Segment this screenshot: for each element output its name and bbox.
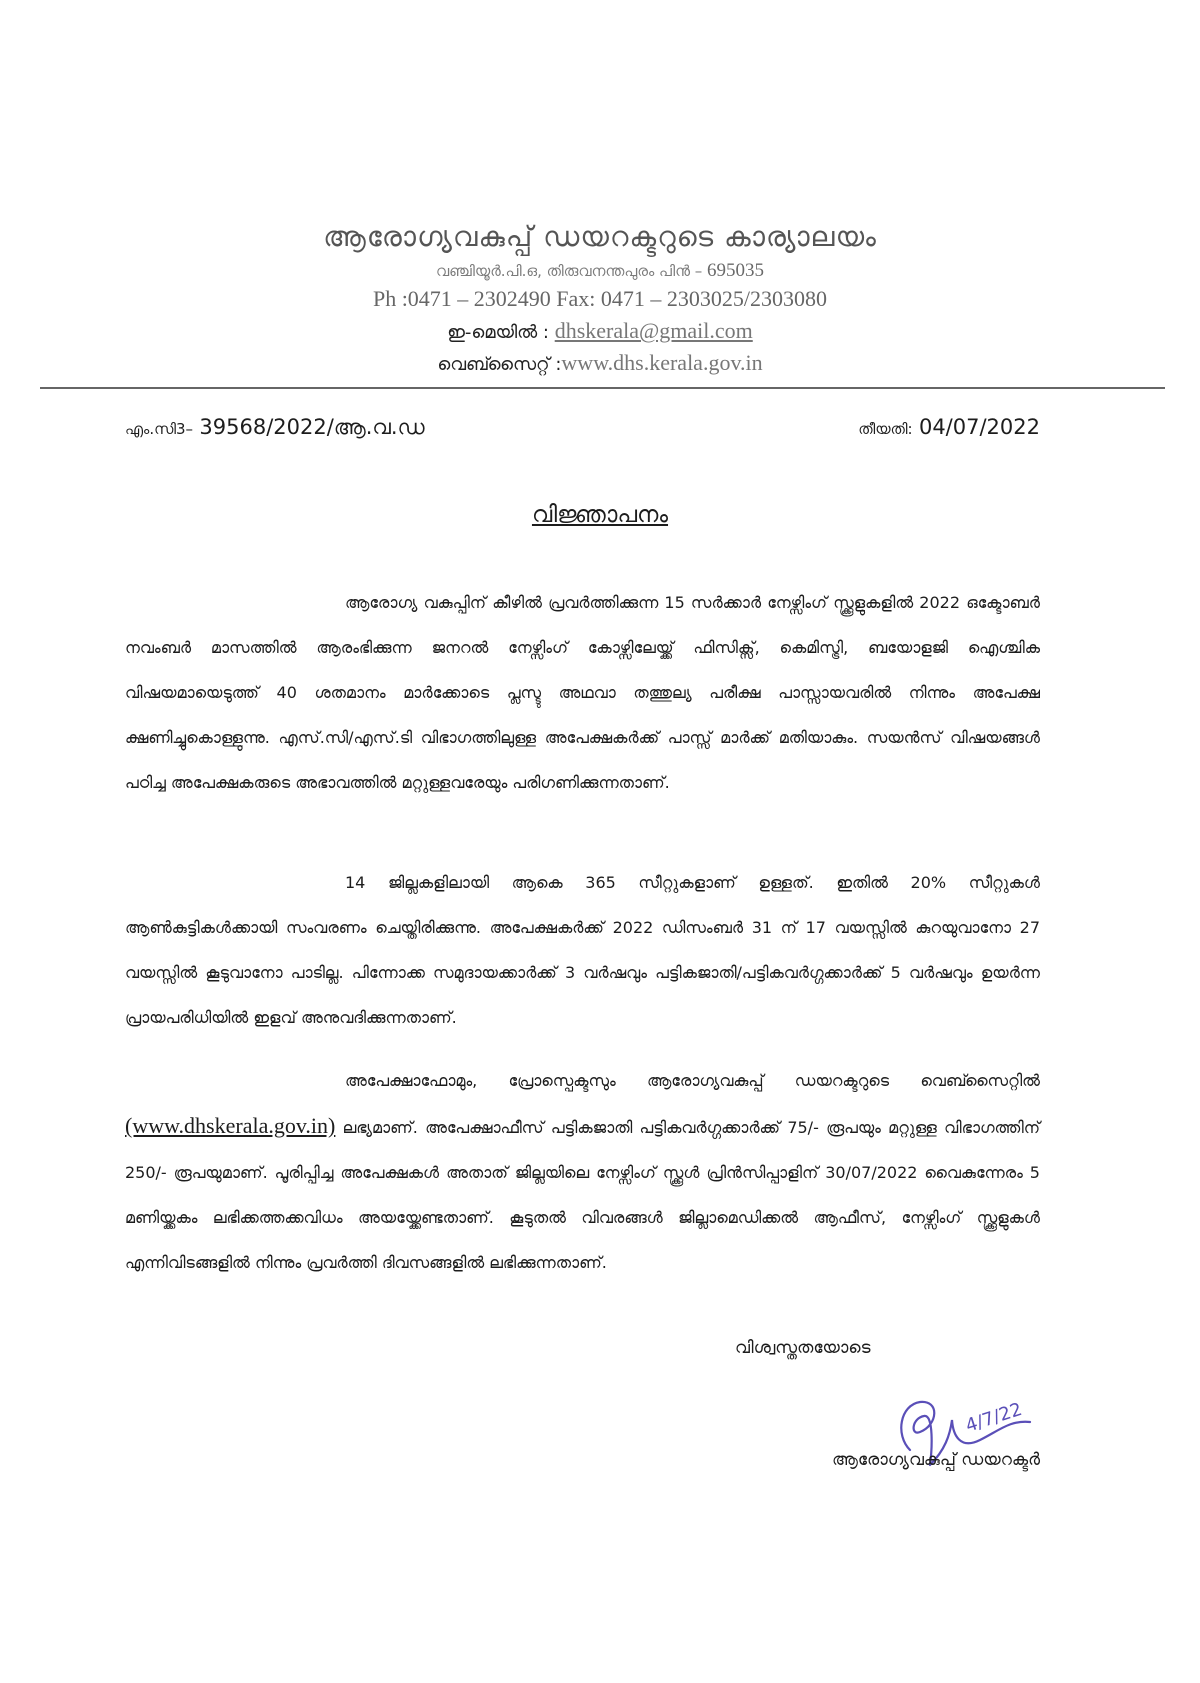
website-line [0, 350, 1200, 376]
signature-date: 4/7/22 [963, 1398, 1025, 1437]
office-title: ആരോഗ്യവകുപ്പ് ഡയറക്ടറുടെ കാര്യാലയം [323, 220, 877, 253]
website-url-link[interactable]: (www.dhskerala.gov.in) [125, 1113, 336, 1138]
paragraph-3-text-a: അപേക്ഷാഫോമും, പ്രോസ്പെക്ടസും ആരോഗ്യവകുപ്പ് ഡയറക്ടറുടെ വെബ്സൈറ്റിൽ [345, 1071, 1040, 1090]
email-line [0, 318, 1200, 344]
paragraph-1-text: ആരോഗ്യ വകുപ്പിന് കീഴിൽ പ്രവർത്തിക്കുന്ന 15 സർക്കാർ നേഴ്സിംഗ് സ്ക്കൂളുകളിൽ 2022 ഒക്ടോബർ നവംബർ മാസത്തിൽ ആരംഭിക്കുന്ന ജനറൽ നേഴ്സിംഗ് കോഴ്സിലേയ്ക്ക് ഫിസിക്സ്, കെമിസ്ട്രി, ബയോളജി ഐശ്ചിക വിഷയമായെടുത്ത് 40 ശതമാനം മാർക്കോടെ പ്ലസ്ടു അഥവാ തത്തുല്യ പരീക്ഷ പാസ്സായവരിൽ നിന്നും അപേക്ഷ ക്ഷണിച്ചുകൊള്ളുന്നു. എസ്.സി/എസ്.ടി വിഭാഗത്തിലുള്ള അപേക്ഷകർക്ക് പാസ്സ് മാർക്ക് മതിയാകും. സയൻസ് വിഷയങ്ങൾ പഠിച്ച അപേക്ഷകരുടെ അഭാവത്തിൽ മറ്റുള്ളവരേയും പരിഗണിക്കുന്നതാണ്. [125, 593, 1040, 792]
paragraph-2-text: 14 ജില്ലകളിലായി ആകെ 365 സീറ്റുകളാണ് ഉള്ളത്. ഇതിൽ 20% സീറ്റുകൾ ആൺകുട്ടികൾക്കായി സംവരണം ചെയ്തിരിക്കുന്നു. അപേക്ഷകർക്ക് 2022 ഡിസംബർ 31 ന് 17 വയസ്സിൽ കുറയുവാനോ 27 വയസ്സിൽ കൂടുവാനോ പാടില്ല. പിന്നോക്ക സമുദായക്കാർക്ക് 3 വർഷവും പട്ടികജാതി/പട്ടികവർഗ്ഗക്കാർക്ക് 5 വർഷവും ഉയർന്ന പ്രായപരിധിയിൽ ഇളവ് അനുവദിക്കുന്നതാണ്. [125, 873, 1040, 1027]
email-label: ഇ-മെയിൽ : [447, 322, 549, 343]
letterhead-divider [40, 387, 1165, 389]
date-label: തീയതി: [858, 420, 913, 438]
reference-label: എം.സി3– [125, 420, 194, 438]
date-value: 04/07/2022 [918, 415, 1040, 439]
notice-heading: വിജ്ഞാപനം [531, 502, 669, 528]
date-block [858, 415, 1040, 440]
pin-code: 695035 [707, 260, 765, 281]
paragraph-3-text-b: ലഭ്യമാണ്. അപേക്ഷാഫീസ് പട്ടികജാതി പട്ടികവർഗ്ഗക്കാർക്ക് 75/- രൂപയും മറ്റുള്ള വിഭാഗത്തിന് 250/- രൂപയുമാണ്. പൂരിപ്പിച്ച അപേക്ഷകൾ അതാത് ജില്ലയിലെ നേഴ്സിംഗ് സ്ക്കൂൾ പ്രിൻസിപ്പാളിന് 30/07/2022 വൈകുന്നേരം 5 മണിയ്ക്കകം ലഭിക്കത്തക്കവിധം അയയ്ക്കേണ്ടതാണ്. കൂടുതൽ വിവരങ്ങൾ ജില്ലാമെഡിക്കൽ ആഫീസ്, നേഴ്സിംഗ് സ്ക്കൂളുകൾ എന്നിവിടങ്ങളിൽ നിന്നും പ്രവർത്തി ദിവസങ്ങളിൽ ലഭിക്കുന്നതാണ്. [125, 1118, 1040, 1272]
email-link[interactable]: dhskerala@gmail.com [554, 318, 753, 343]
website-label: വെബ്സൈറ്റ് : [437, 354, 562, 375]
letterhead [0, 220, 1200, 382]
closing-salutation: വിശ്വസ്തതയോടെ [735, 1338, 871, 1358]
paragraph-3 [125, 1058, 1040, 1285]
address-ml: വഞ്ചിയൂർ.പി.ഒ, തിരുവനന്തപുരം പിൻ – [435, 262, 703, 280]
paragraph-1 [125, 580, 1040, 805]
reference-value: 39568/2022/ആ.വ.ഡ [199, 415, 425, 439]
website-link[interactable]: www.dhs.kerala.gov.in [561, 350, 763, 375]
address-line [0, 260, 1200, 282]
paragraph-2 [125, 860, 1040, 1040]
reference-number [125, 415, 425, 440]
reference-row [125, 415, 1040, 440]
phone-fax-line: Ph :0471 – 2302490 Fax: 0471 – 2303025/2303080 [372, 286, 828, 311]
signatory-title: ആരോഗ്യവകുപ്പ് ഡയറക്ടർ [832, 1450, 1040, 1470]
